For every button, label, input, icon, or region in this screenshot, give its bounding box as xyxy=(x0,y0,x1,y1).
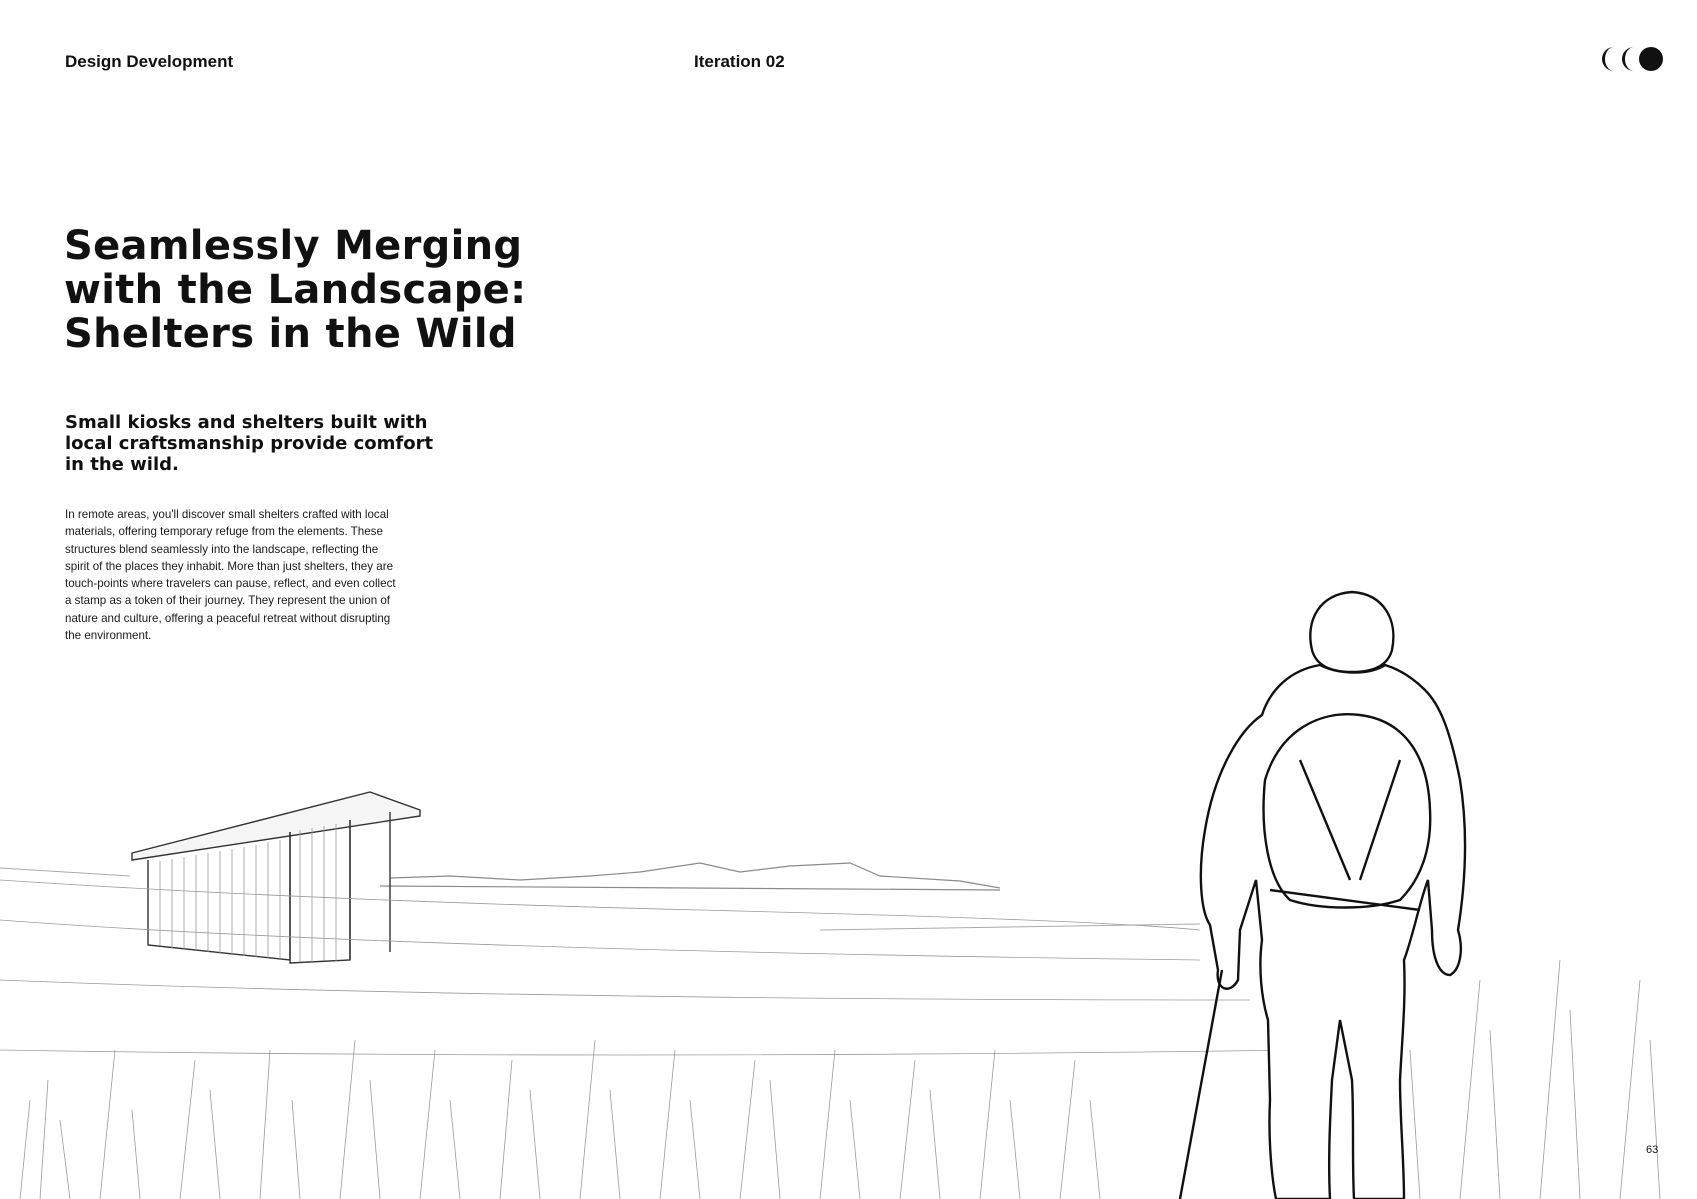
page-headline xyxy=(64,224,624,356)
shelter-drawing xyxy=(132,792,420,963)
brand-logo-icon xyxy=(1598,44,1668,74)
distant-hills xyxy=(380,863,1000,890)
iteration-label: Iteration 02 xyxy=(694,52,785,71)
horizon-line xyxy=(0,868,1200,930)
subheadline: Small kiosks and shelters built with local craftsmanship provide comfort in the wild. xyxy=(65,412,434,475)
headline-line-2: with the Landscape: xyxy=(64,267,527,313)
page-header xyxy=(0,52,1697,82)
page-number: 63 xyxy=(1646,1144,1659,1156)
hiker-figure xyxy=(1180,592,1465,1199)
landscape-illustration xyxy=(0,580,1697,1199)
headline-line-3: Shelters in the Wild xyxy=(64,311,517,357)
body-paragraph: In remote areas, you'll discover small shelters crafted with local materials, offering temporary refuge from the elements. These structures blend seamlessly into the landscape, reflecting the spirit of the places they inhabit. More than just shelters, they are touch-points where travelers can pause, reflect, and even collect a stamp as a token of their journey. They represent the union of nature and culture, offering a peaceful retreat without disrupting the environment. xyxy=(65,508,396,643)
headline-line-1: Seamlessly Merging xyxy=(64,223,523,269)
section-label: Design Development xyxy=(65,52,234,71)
